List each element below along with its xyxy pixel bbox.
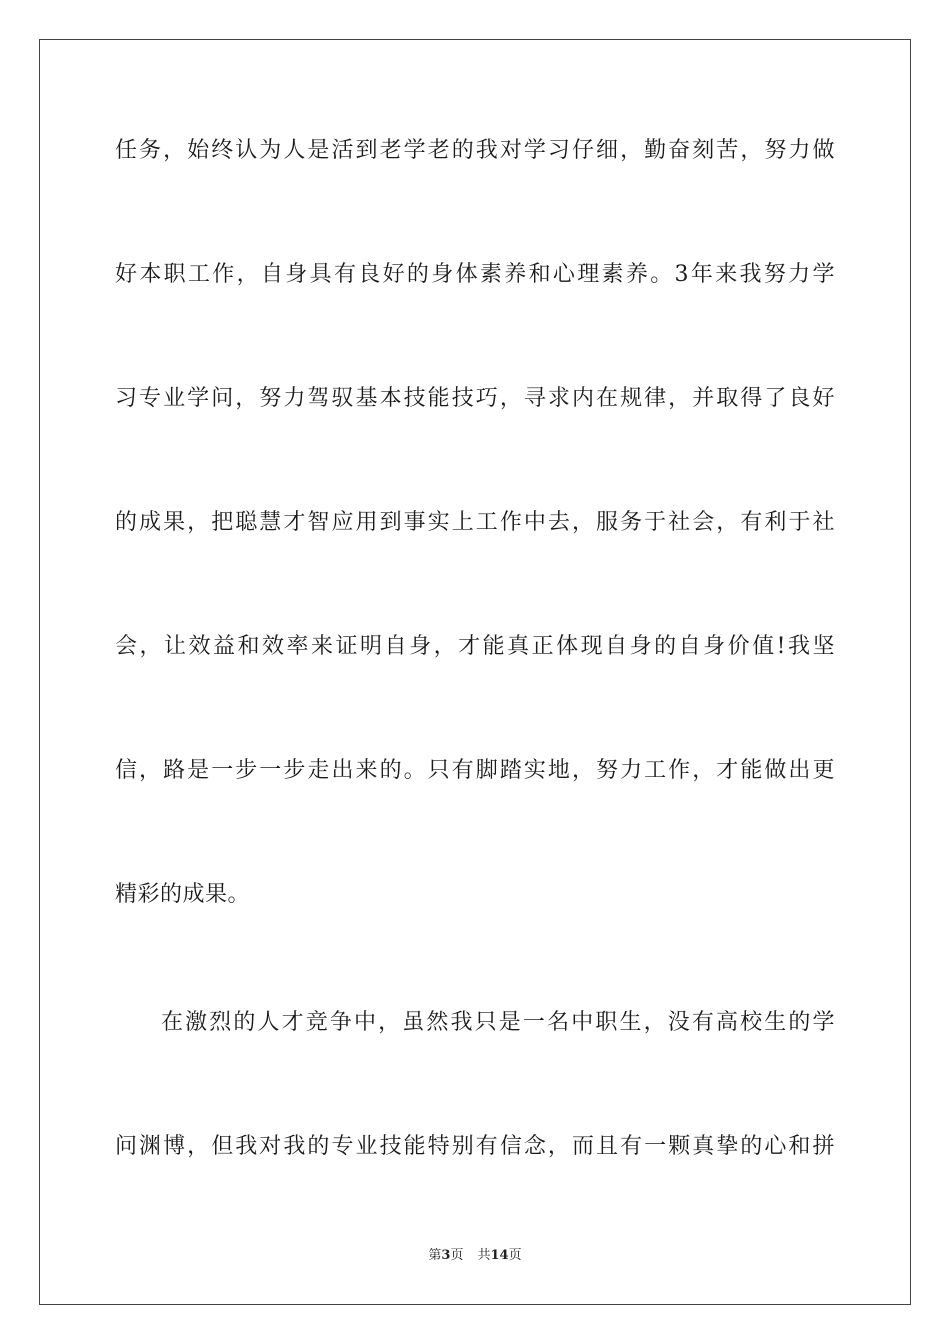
page-number: 3 <box>441 1248 451 1263</box>
text-line: 精彩的成果。 <box>115 882 251 907</box>
total-prefix: 共 <box>477 1248 491 1263</box>
text-line: 习专业学问，努力驾驭基本技能技巧，寻求内在规律，并取得了良好 <box>115 386 835 411</box>
text-line: 好本职工作，自身具有良好的身体素养和心理素养。3年来我努力学 <box>115 262 835 287</box>
page-prefix: 第 <box>428 1248 442 1263</box>
page-footer <box>0 1247 950 1265</box>
text-line: 任务，始终认为人是活到老学老的我对学习仔细，勤奋刻苦，努力做 <box>115 138 835 163</box>
total-pages: 14 <box>490 1248 509 1263</box>
page-frame <box>39 39 911 1305</box>
text-line: 问渊博，但我对我的专业技能特别有信念，而且有一颗真挚的心和拼 <box>115 1134 835 1159</box>
page-suffix: 页 <box>450 1248 464 1263</box>
text-line: 会，让效益和效率来证明自身，才能真正体现自身的自身价值!我坚 <box>115 634 835 659</box>
text-line: 的成果，把聪慧才智应用到事实上工作中去，服务于社会，有利于社 <box>115 510 835 535</box>
total-suffix: 页 <box>508 1248 522 1263</box>
text-line: 信，路是一步一步走出来的。只有脚踏实地，努力工作，才能做出更 <box>115 758 835 783</box>
text-line: 在激烈的人才竞争中，虽然我只是一名中职生，没有高校生的学 <box>161 1010 835 1035</box>
